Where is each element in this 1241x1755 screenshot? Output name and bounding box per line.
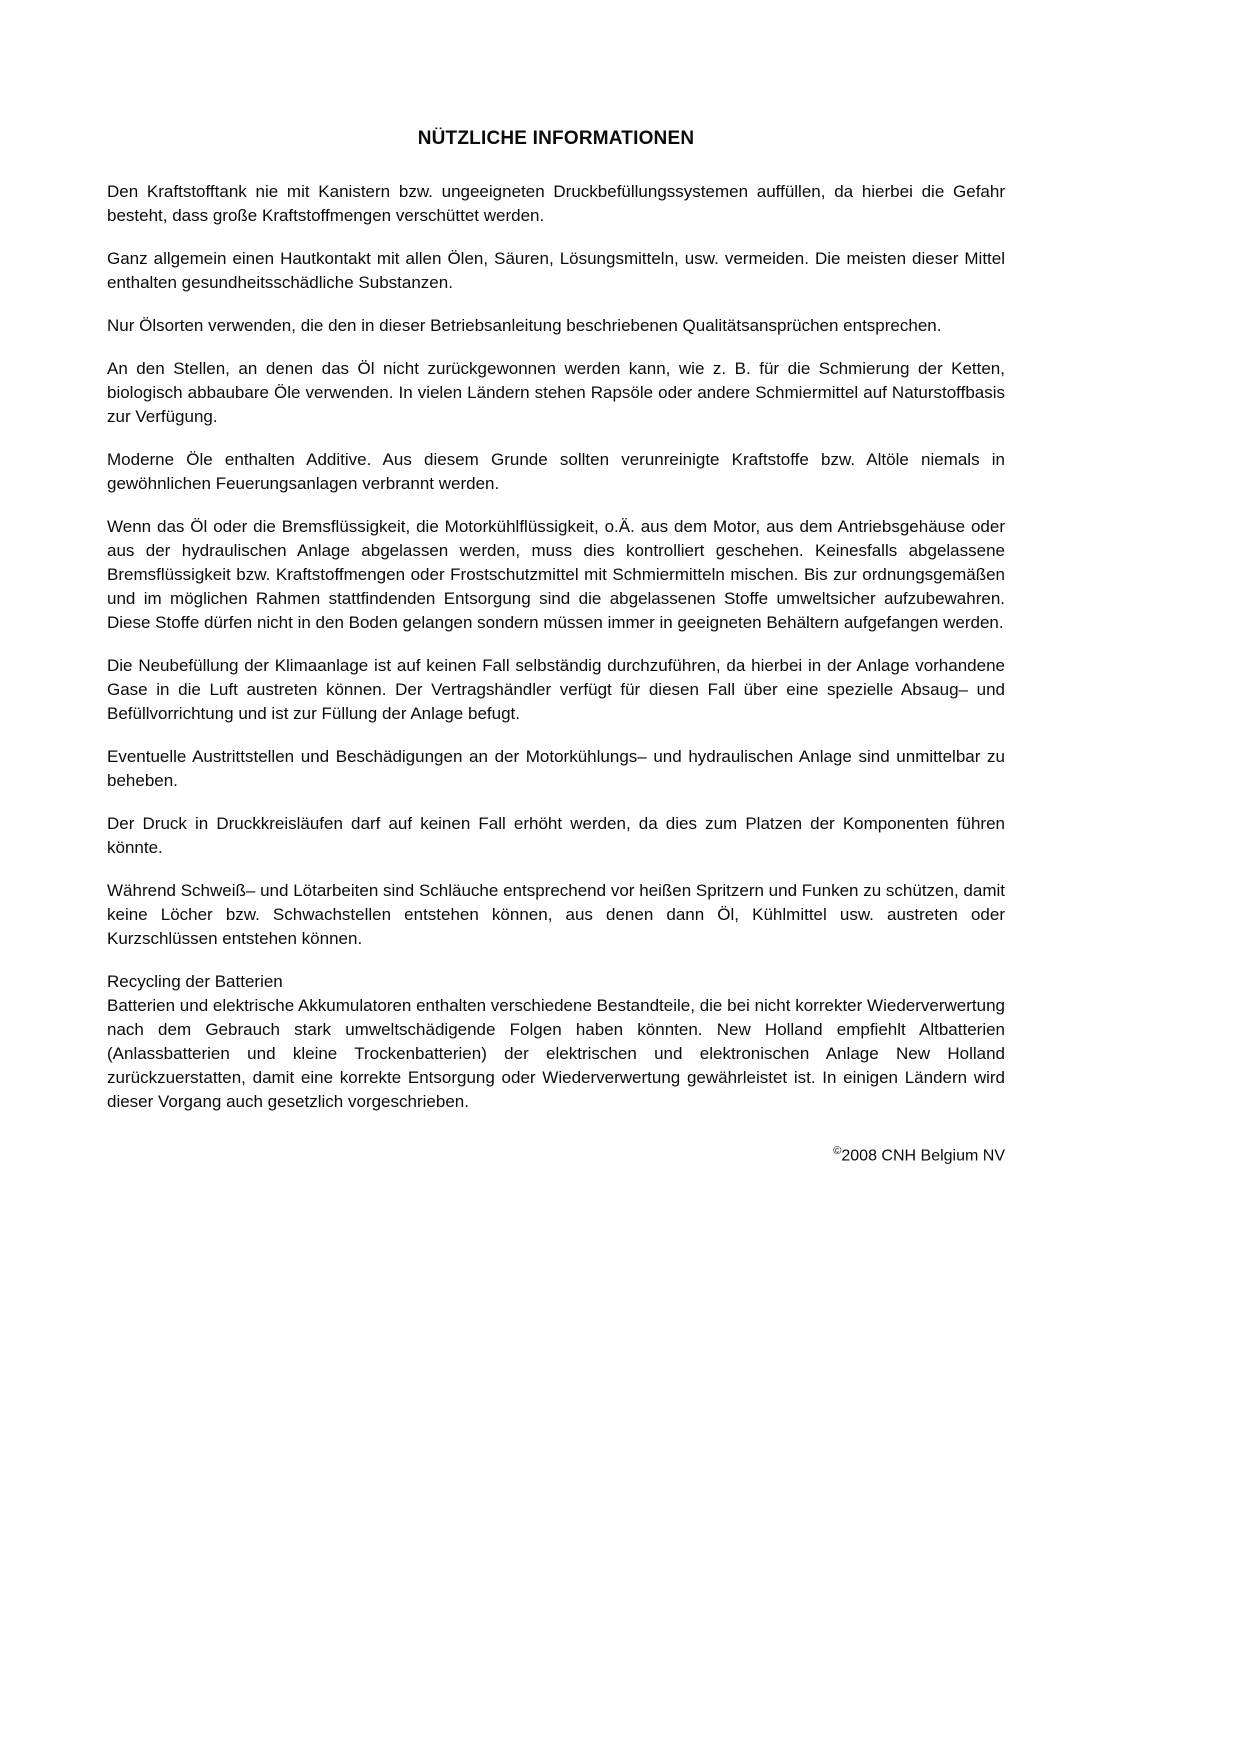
- paragraph-leak-repair: Eventuelle Austrittstellen und Beschädigungen an der Motorkühlungs– und hydraulischen Anlage sind unmittelbar zu beheben.: [107, 747, 1005, 790]
- paragraph-fuel-tank: Den Kraftstofftank nie mit Kanistern bzw. ungeeigneten Druckbefüllungssystemen auffüllen, da hierbei die Gefahr besteht, dass große Kraftstoffmengen verschüttet werden.: [107, 182, 1005, 225]
- paragraph-air-conditioning-refill: Die Neubefüllung der Klimaanlage ist auf keinen Fall selbständig durchzuführen, da hierbei in der Anlage vorhandene Gase in die Luft austreten können. Der Vertragshändler verfügt für diesen Fall über eine spezielle Absaug– und Befüllvorrichtung und ist zur Füllung der Anlage befugt.: [107, 656, 1005, 723]
- recycling-section: [107, 970, 1005, 1114]
- paragraph-biodegradable-oils: An den Stellen, an denen das Öl nicht zurückgewonnen werden kann, wie z. B. für die Schmierung der Ketten, biologisch abbaubare Öle verwenden. In vielen Ländern stehen Rapsöle oder andere Schmiermittel auf Naturstoffbasis zur Verfügung.: [107, 359, 1005, 426]
- page-title: NÜTZLICHE INFORMATIONEN: [417, 128, 695, 149]
- paragraph-oil-quality: Nur Ölsorten verwenden, die den in dieser Betriebsanleitung beschriebenen Qualitätsansprüchen entsprechen.: [107, 316, 942, 335]
- recycling-heading: Recycling der Batterien: [107, 972, 283, 991]
- paragraph-modern-oils-additives: Moderne Öle enthalten Additive. Aus diesem Grunde sollten verunreinigte Kraftstoffe bzw. Altöle niemals in gewöhnlichen Feuerungsanlagen verbrannt werden.: [107, 450, 1005, 493]
- recycling-body: Batterien und elektrische Akkumulatoren enthalten verschiedene Bestandteile, die bei nicht korrekter Wiederverwertung nach dem Gebrauch stark umweltschädigende Folgen haben könnten. New Holland empfiehlt Altbatterien (Anlassbatterien und kleine Trockenbatterien) der elektrischen und elektronischen Anlage New Holland zurückzuerstatten, damit eine korrekte Entsorgung oder Wiederverwertung gewährleistet ist. In einigen Ländern wird dieser Vorgang auch gesetzlich vorgeschrieben.: [107, 996, 1005, 1111]
- copyright-line: [107, 1140, 1005, 1167]
- paragraph-skin-contact: Ganz allgemein einen Hautkontakt mit allen Ölen, Säuren, Lösungsmitteln, usw. vermeiden. Die meisten dieser Mittel enthalten gesundheitsschädliche Substanzen.: [107, 249, 1005, 292]
- paragraph-welding-protection: Während Schweiß– und Lötarbeiten sind Schläuche entsprechend vor heißen Spritzern und Funken zu schützen, damit keine Löcher bzw. Schwachstellen entstehen können, aus denen dann Öl, Kühlmittel usw. austreten oder Kurzschlüssen entstehen können.: [107, 881, 1005, 948]
- paragraph-pressure-circuits: Der Druck in Druckkreisläufen darf auf keinen Fall erhöht werden, da dies zum Platzen der Komponenten führen könnte.: [107, 814, 1005, 857]
- copyright-text: 2008 CNH Belgium NV: [841, 1147, 1005, 1165]
- paragraph-fluid-drainage-disposal: Wenn das Öl oder die Bremsflüssigkeit, die Motorkühlflüssigkeit, o.Ä. aus dem Motor, aus dem Antriebsgehäuse oder aus der hydraulischen Anlage abgelassen werden, muss dies kontrolliert geschehen. Keinesfalls abgelassene Bremsflüssigkeit bzw. Kraftstoffmengen oder Frostschutzmittel mit Schmiermitteln mischen. Bis zur ordnungsgemäßen und im möglichen Rahmen stattfindenden Entsorgung sind die abgelassenen Stoffe umweltsicher aufzubewahren. Diese Stoffe dürfen nicht in den Boden gelangen sondern müssen immer in geeigneten Behältern aufgefangen werden.: [107, 517, 1005, 632]
- copyright-symbol: ©: [833, 1145, 842, 1157]
